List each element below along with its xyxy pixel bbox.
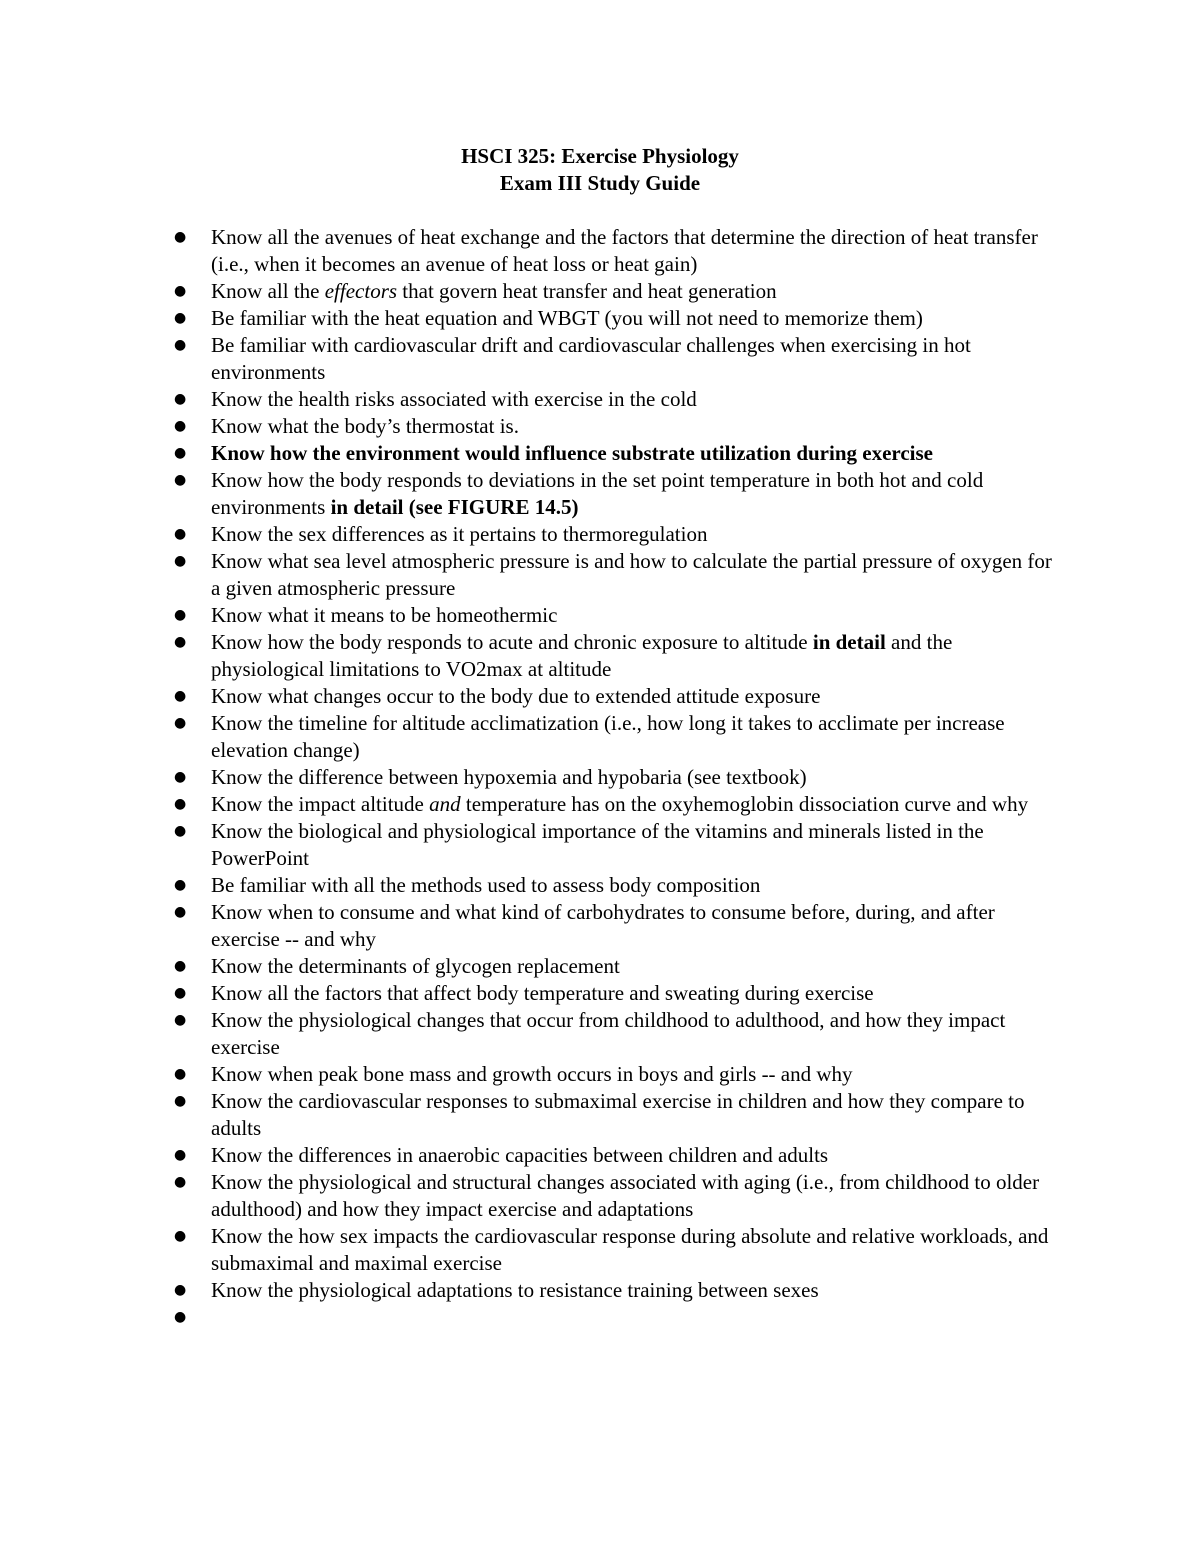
list-item <box>174 1088 1061 1142</box>
list-item-text: Know how the environment would influence substrate utilization during exercise <box>211 441 933 465</box>
list-item-text: and the physiological limitations to VO2max at altitude <box>211 630 953 681</box>
list-item <box>174 602 1061 629</box>
list-item <box>174 980 1061 1007</box>
list-item <box>174 1169 1061 1223</box>
list-item-text: Know when to consume and what kind of carbohydrates to consume before, during, and after exercise -- and why <box>211 900 995 951</box>
list-item <box>174 548 1061 602</box>
list-item-text: Know all the <box>211 279 325 303</box>
list-item <box>174 899 1061 953</box>
list-item <box>174 332 1061 386</box>
study-guide-title: Exam III Study Guide <box>499 171 701 195</box>
list-item-text: Be familiar with all the methods used to assess body composition <box>211 873 761 897</box>
bullet-icon: ● <box>174 445 187 461</box>
list-item <box>174 1007 1061 1061</box>
list-item-text: Be familiar with cardiovascular drift and cardiovascular challenges when exercising in hot environments <box>211 333 971 384</box>
list-item <box>174 872 1061 899</box>
bullet-icon: ● <box>174 958 187 974</box>
list-item <box>174 710 1061 764</box>
list-item-text: Know the difference between hypoxemia and hypobaria (see textbook) <box>211 765 807 789</box>
bullet-icon: ● <box>174 985 187 1001</box>
list-item-text: Know how the body responds to acute and chronic exposure to altitude <box>211 630 813 654</box>
study-guide-list <box>174 224 1061 1331</box>
bullet-icon: ● <box>174 904 187 920</box>
bullet-icon: ● <box>174 391 187 407</box>
list-item-text: Know what sea level atmospheric pressure is and how to calculate the partial pressure of oxygen for a given atmospheric pressure <box>211 549 1052 600</box>
list-item-text: Know the physiological adaptations to resistance training between sexes <box>211 1278 819 1302</box>
bullet-icon: ● <box>174 1309 187 1325</box>
list-item-text: and <box>429 792 461 816</box>
list-item-text: temperature has on the oxyhemoglobin dissociation curve and why <box>460 792 1029 816</box>
list-item-text: Know what changes occur to the body due to extended attitude exposure <box>211 684 821 708</box>
list-item-text: Know the determinants of glycogen replacement <box>211 954 620 978</box>
document-title-block <box>0 143 1200 197</box>
bullet-icon: ● <box>174 418 187 434</box>
bullet-icon: ● <box>174 229 187 245</box>
bullet-icon: ● <box>174 769 187 785</box>
bullet-icon: ● <box>174 526 187 542</box>
list-item <box>174 386 1061 413</box>
list-item <box>174 764 1061 791</box>
list-item <box>174 467 1061 521</box>
bullet-icon: ● <box>174 472 187 488</box>
list-item <box>174 278 1061 305</box>
list-item-text: Know all the factors that affect body temperature and sweating during exercise <box>211 981 874 1005</box>
bullet-icon: ● <box>174 823 187 839</box>
bullet-icon: ● <box>174 607 187 623</box>
bullet-icon: ● <box>174 283 187 299</box>
bullet-icon: ● <box>174 634 187 650</box>
list-item-text: Know the how sex impacts the cardiovascular response during absolute and relative workloads, and submaximal and maximal exercise <box>211 1224 1049 1275</box>
list-item <box>174 521 1061 548</box>
list-item <box>174 1142 1061 1169</box>
list-item-text: Know when peak bone mass and growth occurs in boys and girls -- and why <box>211 1062 853 1086</box>
bullet-icon: ● <box>174 1066 187 1082</box>
list-item <box>174 413 1061 440</box>
list-item-text: Know the biological and physiological importance of the vitamins and minerals listed in the PowerPoint <box>211 819 984 870</box>
course-title: HSCI 325: Exercise Physiology <box>461 144 739 168</box>
list-item <box>174 1304 1061 1331</box>
list-item <box>174 629 1061 683</box>
bullet-icon: ● <box>174 553 187 569</box>
bullet-icon: ● <box>174 1174 187 1190</box>
bullet-icon: ● <box>174 337 187 353</box>
list-item-text: Know the sex differences as it pertains to thermoregulation <box>211 522 708 546</box>
bullet-icon: ● <box>174 688 187 704</box>
bullet-icon: ● <box>174 1147 187 1163</box>
list-item <box>174 1223 1061 1277</box>
bullet-icon: ● <box>174 715 187 731</box>
list-item <box>174 683 1061 710</box>
bullet-icon: ● <box>174 1282 187 1298</box>
list-item-text: Know what it means to be homeothermic <box>211 603 558 627</box>
list-item-text: Know the impact altitude <box>211 792 430 816</box>
list-item <box>174 1061 1061 1088</box>
list-item <box>174 305 1061 332</box>
list-item-text: Know what the body’s thermostat is. <box>211 414 519 438</box>
list-item-text: in detail <box>812 630 886 654</box>
bullet-icon: ● <box>174 877 187 893</box>
list-item-text: in detail (see FIGURE 14.5) <box>330 495 579 519</box>
list-item <box>174 818 1061 872</box>
list-item <box>174 440 1061 467</box>
list-item-text: Know all the avenues of heat exchange and the factors that determine the direction of heat transfer (i.e., when it becomes an avenue of heat loss or heat gain) <box>211 225 1038 276</box>
list-item-text: Know the cardiovascular responses to submaximal exercise in children and how they compare to adults <box>211 1089 1025 1140</box>
bullet-icon: ● <box>174 796 187 812</box>
list-item-text: Know the health risks associated with exercise in the cold <box>211 387 697 411</box>
list-item-text: Know the differences in anaerobic capacities between children and adults <box>211 1143 829 1167</box>
list-item-text: effectors <box>324 279 398 303</box>
list-item <box>174 791 1061 818</box>
list-item-text: that govern heat transfer and heat generation <box>397 279 777 303</box>
list-item-text: Know the physiological and structural changes associated with aging (i.e., from childhood to older adulthood) and how they impact exercise and adaptations <box>211 1170 1040 1221</box>
list-item-text: Know how the body responds to deviations in the set point temperature in both hot and cold environments <box>211 468 984 519</box>
bullet-icon: ● <box>174 310 187 326</box>
bullet-icon: ● <box>174 1093 187 1109</box>
list-item <box>174 953 1061 980</box>
list-item <box>174 224 1061 278</box>
list-item-text: Be familiar with the heat equation and WBGT (you will not need to memorize them) <box>211 306 923 330</box>
bullet-icon: ● <box>174 1012 187 1028</box>
bullet-icon: ● <box>174 1228 187 1244</box>
list-item <box>174 1277 1061 1304</box>
list-item-text: Know the timeline for altitude acclimatization (i.e., how long it takes to acclimate per increase elevation change) <box>211 711 1005 762</box>
list-item-text: Know the physiological changes that occur from childhood to adulthood, and how they impact exercise <box>211 1008 1006 1059</box>
